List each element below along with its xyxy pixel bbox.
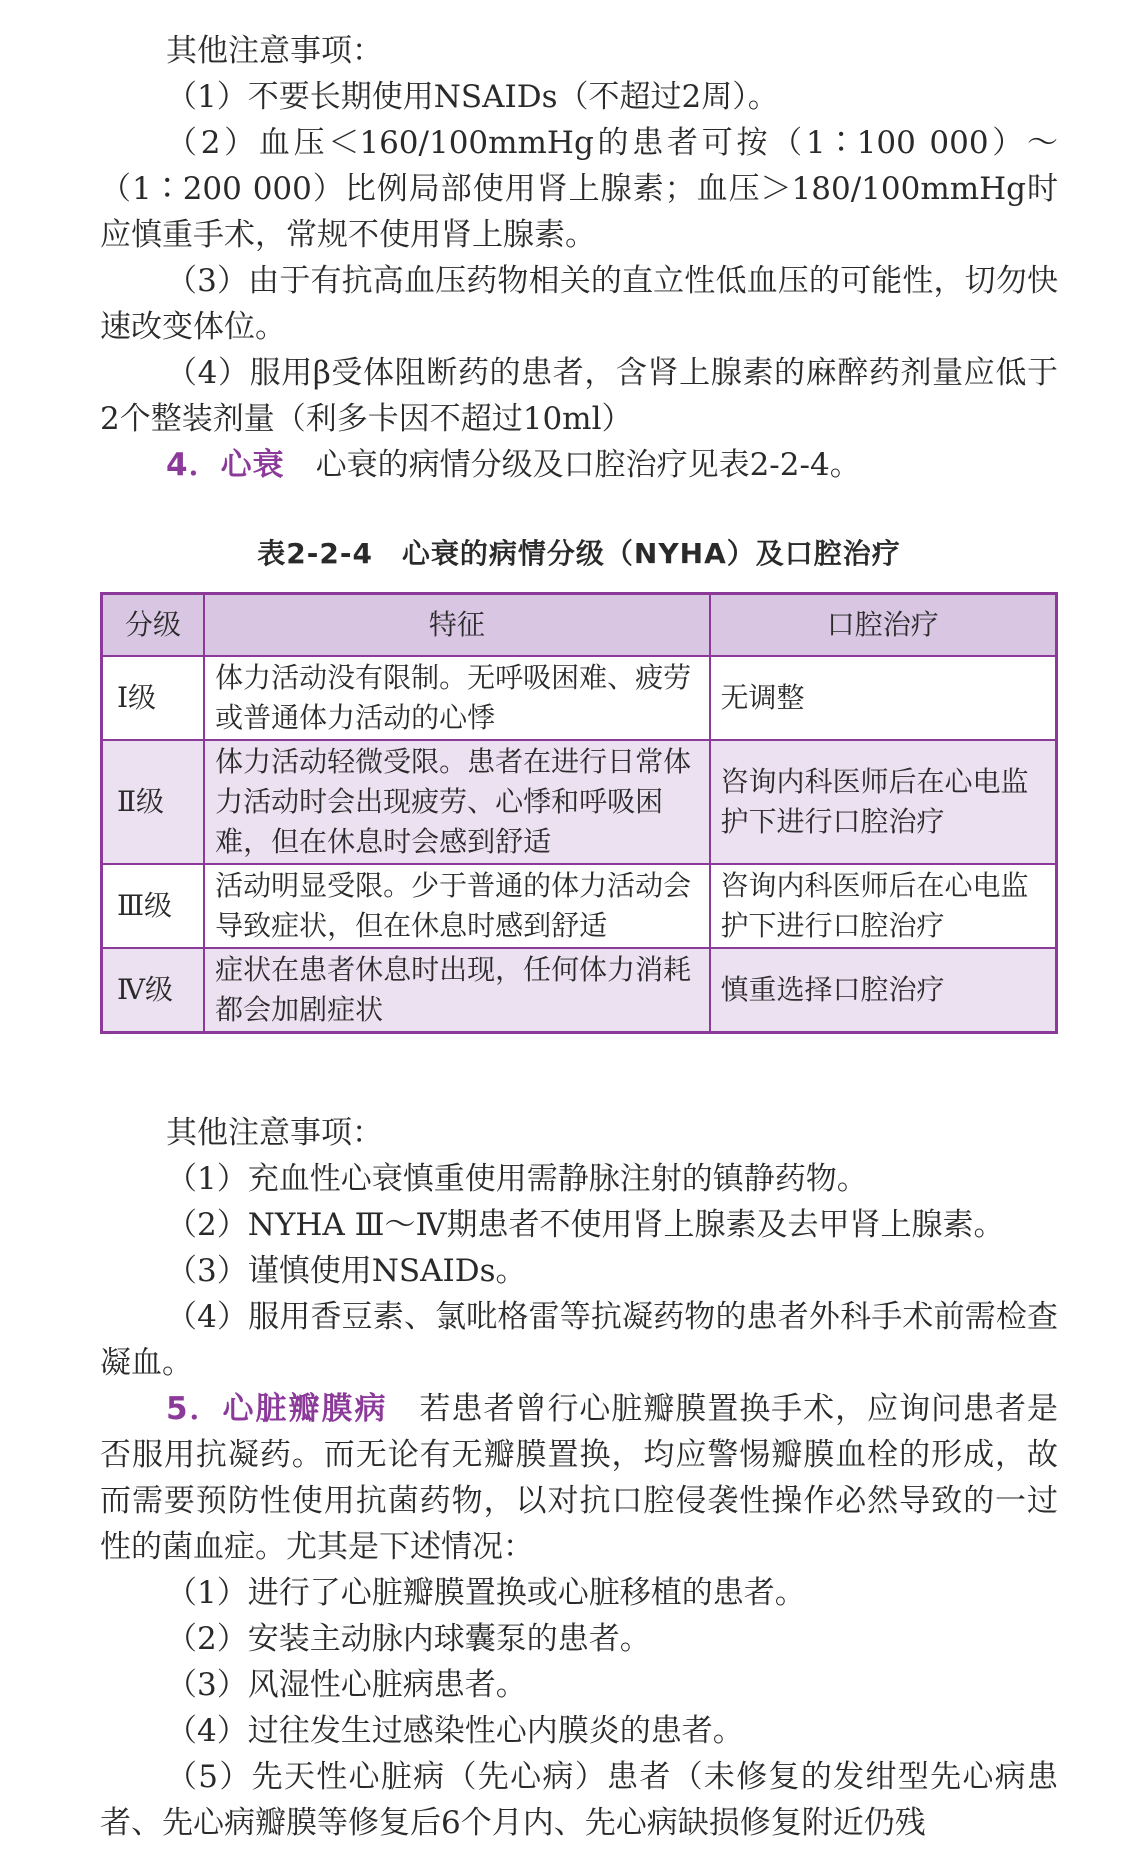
note-item: （1）充血性心衰慎重使用需静脉注射的镇静药物。 [166,1161,868,1197]
table-header-row [102,594,1057,657]
treatment-cell: 慎重选择口腔治疗 [710,948,1057,1033]
note-item: （4）服用β受体阻断药的患者，含肾上腺素的麻醉药剂量应低于2个整装剂量（利多卡因不超过10ml） [100,355,1058,437]
grade-cell: Ⅳ级 [102,948,205,1033]
treatment-cell: 咨询内科医师后在心电监护下进行口腔治疗 [710,740,1057,864]
table-row [102,656,1057,740]
notes-title: 其他注意事项： [166,33,383,69]
section4-paragraph [100,442,1058,488]
note-item: （1）不要长期使用NSAIDs（不超过2周）。 [166,79,779,115]
feature-cell: 体力活动轻微受限。患者在进行日常体力活动时会出现疲劳、心悸和呼吸困难，但在休息时会感到舒适 [204,740,709,864]
section5-text: 若患者曾行心脏瓣膜置换手术，应询问患者是否服用抗凝药。而无论有无瓣膜置换，均应警惕瓣膜血栓的形成，故而需要预防性使用抗菌药物，以对抗口腔侵袭性操作必然导致的一过性的菌血症。尤其是下述情况： [100,1391,1058,1565]
grade-cell: Ⅰ级 [102,656,205,740]
section5-paragraph [100,1386,1058,1570]
table-row [102,864,1057,948]
table-row [102,948,1057,1033]
grade-cell: Ⅱ级 [102,740,205,864]
treatment-cell: 无调整 [710,656,1057,740]
header-feature: 特征 [204,594,709,657]
section4-text: 心衰的病情分级及口腔治疗见表2-2-4。 [315,447,861,483]
grade-cell: Ⅲ级 [102,864,205,948]
feature-cell: 体力活动没有限制。无呼吸困难、疲劳或普通体力活动的心悸 [204,656,709,740]
list-item: （1）进行了心脏瓣膜置换或心脏移植的患者。 [166,1575,806,1611]
note-item: （2）血压＜160/100mmHg的患者可按（1∶100 000）～（1∶200 000）比例局部使用肾上腺素；血压＞180/100mmHg时应慎重手术，常规不使用肾上腺素。 [100,125,1058,253]
treatment-cell: 咨询内科医师后在心电监护下进行口腔治疗 [710,864,1057,948]
note-item: （4）服用香豆素、氯吡格雷等抗凝药物的患者外科手术前需检查凝血。 [100,1299,1058,1381]
feature-cell: 活动明显受限。少于普通的体力活动会导致症状，但在休息时感到舒适 [204,864,709,948]
note-item: （3）由于有抗高血压药物相关的直立性低血压的可能性，切勿快速改变体位。 [100,263,1058,345]
section4-heading: 4．心衰 [166,447,285,483]
list-item: （3）风湿性心脏病患者。 [166,1667,527,1703]
feature-cell: 症状在患者休息时出现，任何体力消耗都会加剧症状 [204,948,709,1033]
list-item: （4）过往发生过感染性心内膜炎的患者。 [166,1713,744,1749]
notes-title: 其他注意事项： [166,1115,383,1151]
section4-5-content [100,1110,1058,1846]
list-item: （2）安装主动脉内球囊泵的患者。 [166,1621,651,1657]
note-item: （2）NYHA Ⅲ～Ⅳ期患者不使用肾上腺素及去甲肾上腺素。 [166,1207,1005,1243]
note-item: （3）谨慎使用NSAIDs。 [166,1253,527,1289]
section5-heading: 5．心脏瓣膜病 [166,1391,388,1427]
header-grade: 分级 [102,594,205,657]
table-row [102,740,1057,864]
table-caption: 表2-2-4 心衰的病情分级（NYHA）及口腔治疗 [257,537,901,570]
section3-notes [100,28,1058,488]
header-treatment: 口腔治疗 [710,594,1057,657]
list-item: （5）先天性心脏病（先心病）患者（未修复的发绀型先心病患者、先心病瓣膜等修复后6个月内、先心病缺损修复附近仍残 [100,1759,1058,1841]
nyha-table [100,592,1058,1034]
